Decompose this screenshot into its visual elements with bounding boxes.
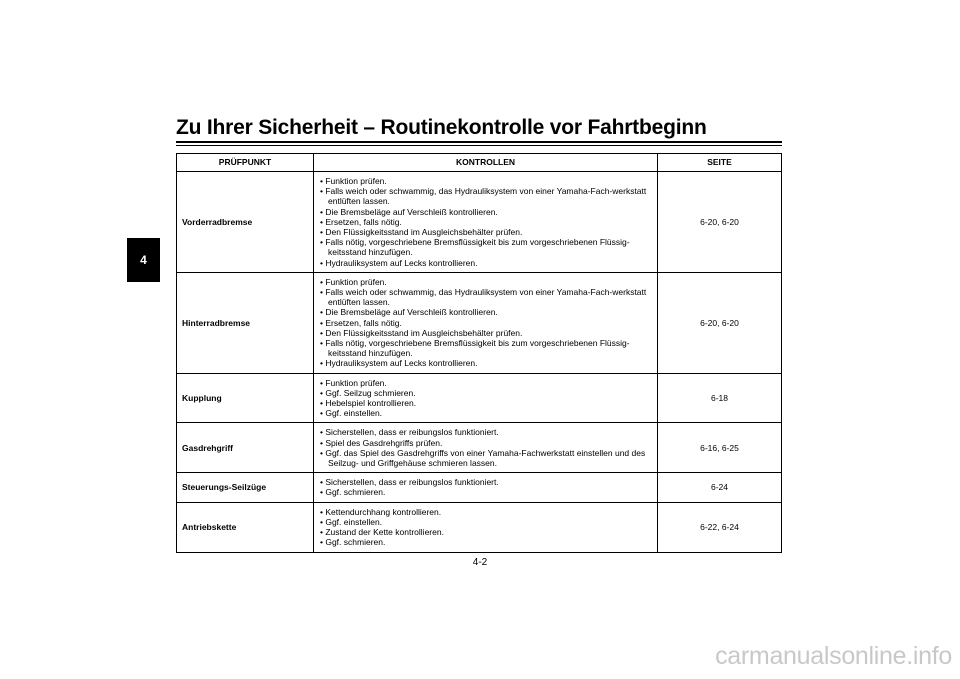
check-list-cell xyxy=(314,502,658,552)
table-row xyxy=(177,172,782,273)
page-number: 4-2 xyxy=(472,557,488,568)
check-page-ref: 6-24 xyxy=(658,473,782,502)
check-list-item: • Die Bremsbeläge auf Verschleiß kontrollieren. xyxy=(320,207,653,217)
check-list-item: • Funktion prüfen. xyxy=(320,378,653,388)
check-list-item: • Ggf. einstellen. xyxy=(320,517,653,527)
table-row xyxy=(177,373,782,423)
check-list-item: • Ersetzen, falls nötig. xyxy=(320,318,653,328)
table-header-row xyxy=(177,154,782,172)
check-item-name: Gasdrehgriff xyxy=(177,423,314,473)
check-page-ref: 6-20, 6-20 xyxy=(658,172,782,273)
check-list-item: • Hydrauliksystem auf Lecks kontrollieren. xyxy=(320,258,653,268)
check-list xyxy=(320,176,653,268)
chapter-tab xyxy=(127,238,160,282)
check-list-item: • Hydrauliksystem auf Lecks kontrollieren. xyxy=(320,358,653,368)
check-list-cell xyxy=(314,373,658,423)
page-title: Zu Ihrer Sicherheit – Routinekontrolle vor Fahrtbeginn xyxy=(176,116,707,139)
check-list-item: • Sicherstellen, dass er reibungslos funktioniert. xyxy=(320,477,653,487)
header-checks: KONTROLLEN xyxy=(314,154,658,172)
title-rule-thick xyxy=(176,141,782,143)
check-list-item: • Ggf. schmieren. xyxy=(320,487,653,497)
check-list-item: • Zustand der Kette kontrollieren. xyxy=(320,527,653,537)
check-list-item: • Falls nötig, vorgeschriebene Bremsflüssigkeit bis zum vorgeschriebenen Flüssig-keitsstand hinzufügen. xyxy=(320,338,653,358)
watermark: carmanualsonline.info xyxy=(715,642,952,670)
chapter-tab-number: 4 xyxy=(140,253,147,267)
routine-check-table xyxy=(176,153,782,553)
table-body xyxy=(177,172,782,553)
check-page-ref: 6-16, 6-25 xyxy=(658,423,782,473)
check-list-item: • Falls weich oder schwammig, das Hydrauliksystem von einer Yamaha-Fach-werkstatt entlüften lassen. xyxy=(320,287,653,307)
check-list-item: • Ggf. schmieren. xyxy=(320,537,653,547)
table-row xyxy=(177,272,782,373)
check-list-item: • Sicherstellen, dass er reibungslos funktioniert. xyxy=(320,427,653,437)
check-list-cell xyxy=(314,423,658,473)
check-list-item: • Funktion prüfen. xyxy=(320,277,653,287)
check-page-ref: 6-18 xyxy=(658,373,782,423)
header-item: PRÜFPUNKT xyxy=(177,154,314,172)
table-row xyxy=(177,423,782,473)
check-item-name: Antriebskette xyxy=(177,502,314,552)
check-list-item: • Ggf. das Spiel des Gasdrehgriffs von einer Yamaha-Fachwerkstatt einstellen und des Seilzug- und Griffgehäuse schmieren lassen. xyxy=(320,448,653,468)
check-list-item: • Spiel des Gasdrehgriffs prüfen. xyxy=(320,438,653,448)
check-list-item: • Falls weich oder schwammig, das Hydrauliksystem von einer Yamaha-Fach-werkstatt entlüften lassen. xyxy=(320,186,653,206)
check-list xyxy=(320,277,653,369)
check-item-name: Vorderradbremse xyxy=(177,172,314,273)
check-list-item: • Kettendurchhang kontrollieren. xyxy=(320,507,653,517)
table-row xyxy=(177,473,782,502)
check-list-item: • Die Bremsbeläge auf Verschleiß kontrollieren. xyxy=(320,307,653,317)
check-list xyxy=(320,427,653,468)
check-list-item: • Ggf. einstellen. xyxy=(320,408,653,418)
check-list-cell xyxy=(314,473,658,502)
check-list xyxy=(320,477,653,497)
table-row xyxy=(177,502,782,552)
check-list-item: • Hebelspiel kontrollieren. xyxy=(320,398,653,408)
check-list-item: • Ersetzen, falls nötig. xyxy=(320,217,653,227)
check-list xyxy=(320,507,653,548)
check-list-item: • Ggf. Seilzug schmieren. xyxy=(320,388,653,398)
check-item-name: Steuerungs-Seilzüge xyxy=(177,473,314,502)
check-list-cell xyxy=(314,272,658,373)
check-list xyxy=(320,378,653,419)
check-page-ref: 6-20, 6-20 xyxy=(658,272,782,373)
check-item-name: Hinterradbremse xyxy=(177,272,314,373)
check-list-item: • Falls nötig, vorgeschriebene Bremsflüssigkeit bis zum vorgeschriebenen Flüssig-keitsstand hinzufügen. xyxy=(320,237,653,257)
check-item-name: Kupplung xyxy=(177,373,314,423)
check-list-item: • Den Flüssigkeitsstand im Ausgleichsbehälter prüfen. xyxy=(320,328,653,338)
header-page: SEITE xyxy=(658,154,782,172)
check-list-item: • Funktion prüfen. xyxy=(320,176,653,186)
title-rule-thin xyxy=(176,145,782,146)
check-list-cell xyxy=(314,172,658,273)
check-page-ref: 6-22, 6-24 xyxy=(658,502,782,552)
check-list-item: • Den Flüssigkeitsstand im Ausgleichsbehälter prüfen. xyxy=(320,227,653,237)
